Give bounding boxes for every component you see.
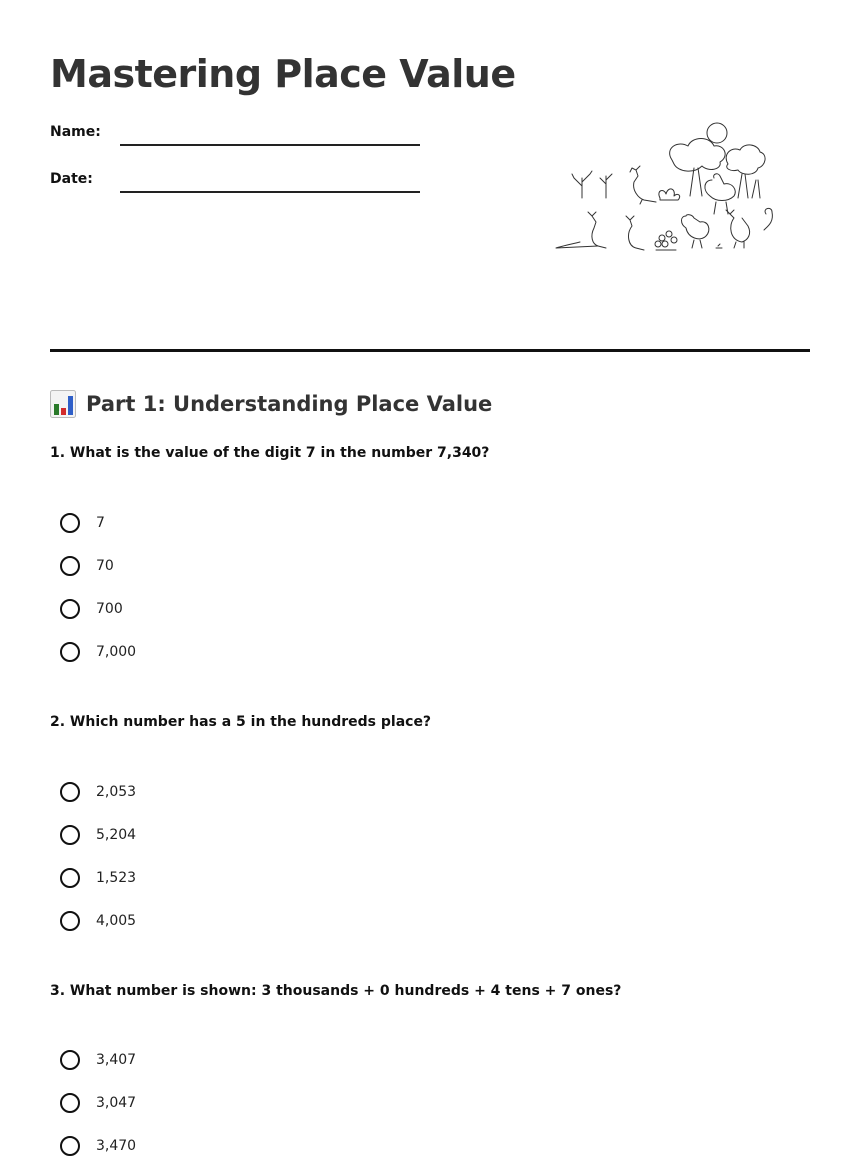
sapling-icon bbox=[572, 171, 612, 198]
question-prompt: 1. What is the value of the digit 7 in the number 7,340? bbox=[50, 445, 490, 461]
tree-icon bbox=[726, 145, 765, 198]
radio-button[interactable] bbox=[60, 556, 80, 576]
date-field bbox=[50, 167, 430, 193]
option-label: 7 bbox=[96, 514, 105, 531]
section-divider bbox=[50, 349, 810, 352]
answer-option[interactable] bbox=[60, 1038, 136, 1081]
option-label: 700 bbox=[96, 600, 123, 617]
answer-option[interactable] bbox=[60, 587, 136, 630]
animals-illustration bbox=[552, 118, 780, 258]
answer-option[interactable] bbox=[60, 899, 136, 942]
answer-option[interactable] bbox=[60, 1081, 136, 1124]
bird-icon bbox=[682, 215, 709, 248]
question-prompt: 3. What number is shown: 3 thousands + 0 hundreds + 4 tens + 7 ones? bbox=[50, 983, 622, 999]
tree-icon bbox=[670, 139, 726, 197]
page-title: Mastering Place Value bbox=[50, 52, 516, 96]
radio-button[interactable] bbox=[60, 1093, 80, 1113]
option-label: 3,407 bbox=[96, 1051, 137, 1068]
kangaroo-icon bbox=[726, 208, 772, 248]
answer-options bbox=[60, 501, 136, 673]
answer-option[interactable] bbox=[60, 544, 136, 587]
flower-icon bbox=[655, 231, 677, 250]
radio-button[interactable] bbox=[60, 782, 80, 802]
answer-option[interactable] bbox=[60, 630, 136, 673]
emu-icon bbox=[705, 174, 735, 214]
bush-icon bbox=[659, 189, 680, 200]
date-line[interactable] bbox=[120, 191, 420, 193]
name-line[interactable] bbox=[120, 144, 420, 146]
answer-option[interactable] bbox=[60, 501, 136, 544]
wallaby-icon bbox=[626, 216, 644, 250]
sun-icon bbox=[707, 123, 727, 143]
name-label: Name: bbox=[50, 124, 101, 140]
kangaroo-icon bbox=[630, 166, 656, 204]
radio-button[interactable] bbox=[60, 642, 80, 662]
radio-button[interactable] bbox=[60, 1050, 80, 1070]
question-prompt: 2. Which number has a 5 in the hundreds place? bbox=[50, 714, 432, 730]
option-label: 2,053 bbox=[96, 783, 137, 800]
radio-button[interactable] bbox=[60, 825, 80, 845]
answer-options bbox=[60, 1038, 136, 1167]
radio-button[interactable] bbox=[60, 868, 80, 888]
section-title: Part 1: Understanding Place Value bbox=[86, 392, 493, 416]
option-label: 1,523 bbox=[96, 869, 137, 886]
radio-button[interactable] bbox=[60, 911, 80, 931]
radio-button[interactable] bbox=[60, 513, 80, 533]
grass-icon bbox=[716, 244, 722, 248]
answer-option[interactable] bbox=[60, 770, 136, 813]
option-label: 3,047 bbox=[96, 1094, 137, 1111]
option-label: 4,005 bbox=[96, 912, 137, 929]
radio-button[interactable] bbox=[60, 1136, 80, 1156]
option-label: 3,470 bbox=[96, 1137, 137, 1154]
answer-option[interactable] bbox=[60, 813, 136, 856]
bar-chart-icon bbox=[50, 390, 76, 418]
option-label: 70 bbox=[96, 557, 114, 574]
radio-button[interactable] bbox=[60, 599, 80, 619]
kangaroo-icon bbox=[556, 212, 606, 248]
option-label: 7,000 bbox=[96, 643, 137, 660]
option-label: 5,204 bbox=[96, 826, 137, 843]
answer-option[interactable] bbox=[60, 856, 136, 899]
section-heading bbox=[50, 388, 492, 420]
date-label: Date: bbox=[50, 171, 93, 187]
name-field bbox=[50, 120, 430, 146]
answer-options bbox=[60, 770, 136, 942]
